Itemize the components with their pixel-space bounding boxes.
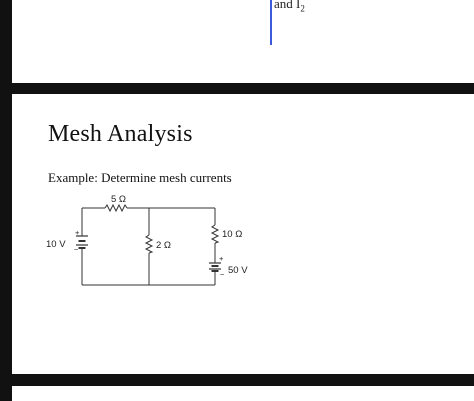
slide-title: Mesh Analysis (48, 121, 193, 147)
slide-text-fragment: and $I_2$ (274, 0, 305, 14)
circuit-wires (82, 208, 215, 285)
resistor-10ohm-label: 10 Ω (222, 229, 243, 240)
current-slide (12, 94, 474, 374)
resistor-2ohm-label: 2 Ω (156, 240, 172, 251)
next-slide (12, 386, 474, 401)
slide-body-text: Example: Determine mesh currents (48, 170, 232, 185)
resistor-5ohm-label: 5 Ω (111, 194, 127, 205)
circuit-diagram (12, 94, 474, 374)
previous-slide (12, 0, 474, 83)
resistor-2ohm (146, 235, 152, 253)
plus-sign: + (219, 254, 224, 263)
text-cursor (270, 0, 272, 45)
resistor-10ohm (212, 225, 218, 243)
resistor-5ohm (105, 205, 127, 211)
voltage-source-10v-label: 10 V (46, 239, 66, 250)
minus-sign: − (220, 270, 225, 279)
voltage-source-50v-label: 50 V (228, 265, 248, 276)
plus-sign: + (75, 228, 80, 237)
minus-sign: − (74, 245, 79, 254)
